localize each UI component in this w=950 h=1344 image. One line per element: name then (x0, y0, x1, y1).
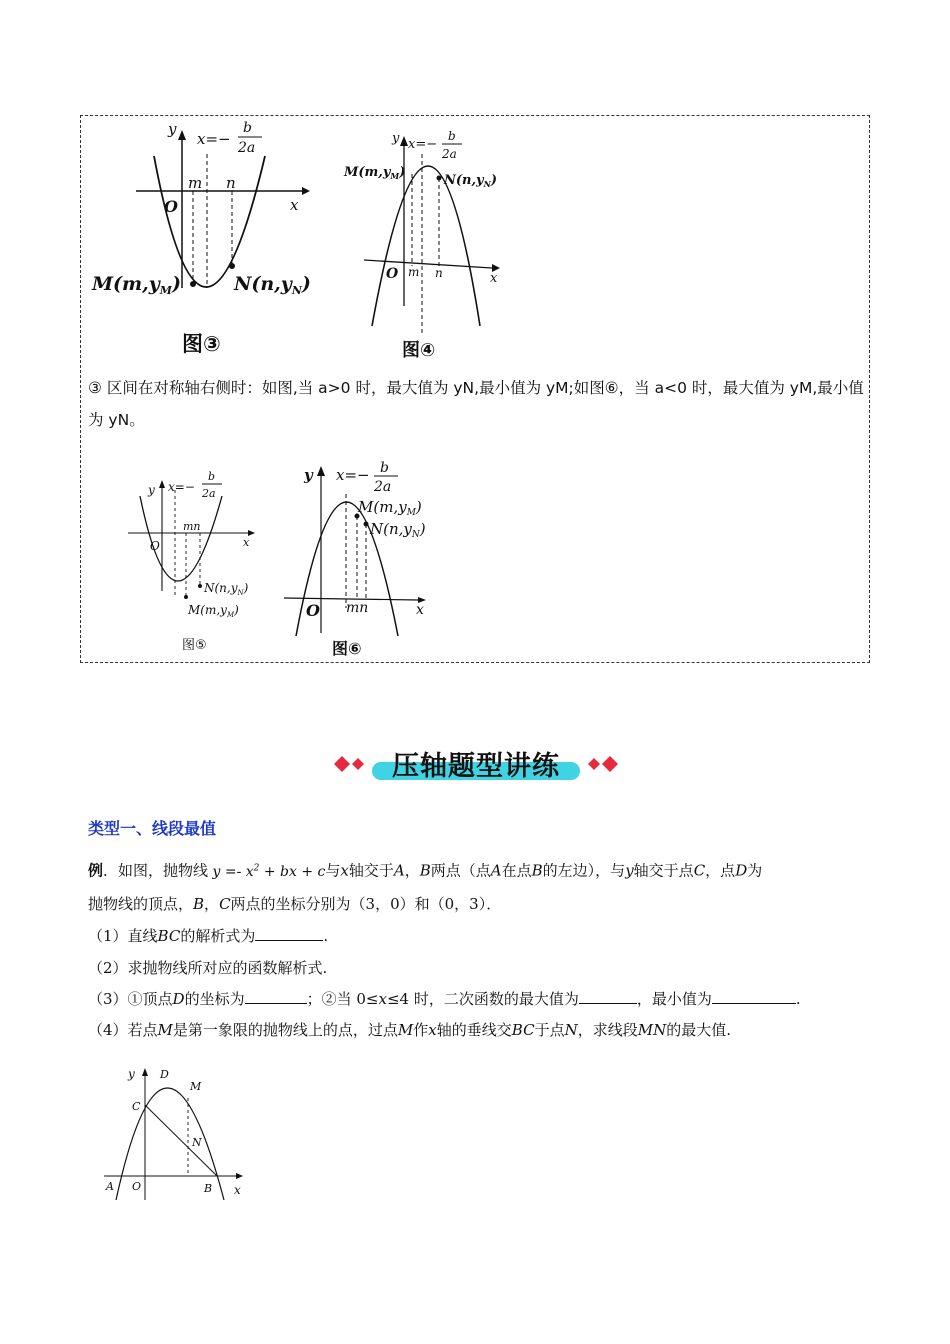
fig3-sym-prefix: x=− (197, 130, 231, 148)
parabola-formula: $y =- x^2$ + bx + c (212, 863, 326, 880)
ex-label-c: C (132, 1100, 141, 1113)
answer-blank-1[interactable] (255, 926, 323, 941)
text: 轴交于 (348, 861, 394, 880)
var: A (393, 861, 405, 880)
fig6-sym-num: b (380, 460, 389, 476)
fig4-tick-n: n (435, 266, 443, 280)
figure-5 (120, 466, 270, 656)
example-figure (100, 1062, 260, 1207)
problem-line-2: 抛物线的顶点，B，C两点的坐标分别为（3，0）和（0，3）． (88, 895, 502, 913)
fig3-sym-num: b (243, 120, 252, 136)
text: ．如图，抛物线 (103, 861, 209, 880)
question-3: （3）①顶点D的坐标为 ；②当 0≤x≤4 时，二次函数的最大值为 ，最小值为 . (88, 990, 801, 1008)
fig4-y-label: y (392, 131, 400, 146)
problem-line-1 (88, 852, 762, 888)
banner-title: 压轴题型讲练 (392, 751, 560, 782)
right-diamond-icon (584, 756, 618, 772)
question-1: （1）直线BC的解析式为 . (88, 927, 329, 945)
fig5-x-label: x (243, 536, 250, 549)
ex-label-m: M (190, 1080, 202, 1093)
text: ， (404, 861, 420, 880)
interval-right-paragraph: ③ 区间在对称轴右侧时：如图,当 a>0 时，最大值为 yN,最小值为 yM;如图⑥，当 a<0 时，最大值为 yM,最小值为 yN。 (88, 379, 864, 429)
text: ，点 (705, 861, 736, 880)
fig5-sym-den: 2a (202, 487, 216, 500)
figure-3 (90, 118, 330, 368)
fig3-point-n: $N(n,y_N)$ (234, 273, 311, 297)
fig6-sym-den: 2a (374, 479, 392, 495)
fig5-point-m: $M(m,y_M)$ (188, 603, 239, 619)
fig5-origin: O (150, 539, 160, 553)
fig5-tick-mn: mn (183, 520, 201, 533)
answer-blank-4[interactable] (712, 989, 796, 1004)
fig6-sym-prefix: x=− (336, 466, 370, 484)
ex-origin: O (132, 1180, 142, 1193)
fig3-tick-n: n (226, 174, 236, 192)
fig4-origin: O (386, 266, 399, 282)
ex-label-d: D (160, 1068, 169, 1081)
var: D (735, 861, 748, 880)
section-banner (330, 740, 620, 790)
ex-label-b: B (204, 1182, 213, 1195)
fig4-x-label: x (490, 271, 498, 286)
fig6-tick-mn: mn (346, 600, 369, 616)
fig4-point-m: $M(m,y_M)$ (344, 165, 406, 181)
fig3-x-label: x (290, 196, 299, 214)
var: B (531, 861, 543, 880)
fig3-caption: 图③ (182, 332, 221, 356)
text: 与 (325, 861, 341, 880)
var: y (625, 861, 634, 880)
ex-y-label: y (128, 1067, 135, 1081)
type-title: 类型一、线段最值 (88, 819, 217, 838)
answer-blank-2[interactable] (245, 989, 307, 1004)
fig4-sym-num: b (448, 129, 456, 143)
var: x (340, 861, 349, 880)
text: 轴交于点 (633, 861, 694, 880)
var: B (419, 861, 431, 880)
fig4-point-n: $N(n,y_N)$ (444, 173, 498, 189)
figure-6 (280, 458, 450, 658)
question-2: （2）求抛物线所对应的函数解析式. (88, 959, 328, 977)
ex-label-a: A (106, 1180, 114, 1193)
ex-label-n: N (192, 1136, 202, 1149)
fig4-sym-den: 2a (442, 147, 457, 161)
figure-4 (342, 126, 512, 366)
fig3-y-label: y (168, 120, 177, 138)
var: C (693, 861, 706, 880)
fig3-tick-m: m (188, 174, 203, 192)
fig6-y-label: y (304, 466, 313, 484)
left-diamond-icon (334, 756, 368, 772)
fig6-x-label: x (416, 602, 424, 618)
fig5-sym-prefix: x=− (168, 480, 195, 494)
fig3-origin: O (164, 197, 178, 216)
fig6-point-m: $M(m,y_M)$ (358, 498, 422, 518)
fig4-caption: 图④ (402, 340, 436, 361)
example-label: 例 (88, 861, 104, 880)
question-4: （4）若点M是第一象限的抛物线上的点，过点M作x轴的垂线交BC于点N，求线段MN的最大值. (88, 1021, 731, 1039)
fig4-tick-m: m (408, 265, 420, 279)
fig6-caption: 图⑥ (332, 639, 362, 658)
fig3-sym-den: 2a (238, 140, 256, 156)
fig5-sym-num: b (208, 470, 216, 483)
fig6-point-n: $N(n,y_N)$ (370, 520, 426, 540)
fig6-origin: O (306, 601, 320, 620)
text: 两点（点 (430, 861, 491, 880)
text: 为 (747, 861, 763, 880)
fig5-caption: 图⑤ (182, 638, 207, 653)
fig5-point-n: $N(n,y_N)$ (204, 581, 249, 597)
fig5-y-label: y (148, 483, 155, 497)
fig3-point-m: $M(m,y_M)$ (92, 273, 181, 297)
fig4-sym-prefix: x=− (408, 137, 438, 152)
answer-blank-3[interactable] (579, 989, 637, 1004)
ex-x-label: x (234, 1183, 241, 1197)
text: 的左边），与 (542, 861, 626, 880)
text: 在点 (501, 861, 532, 880)
var: A (490, 861, 502, 880)
